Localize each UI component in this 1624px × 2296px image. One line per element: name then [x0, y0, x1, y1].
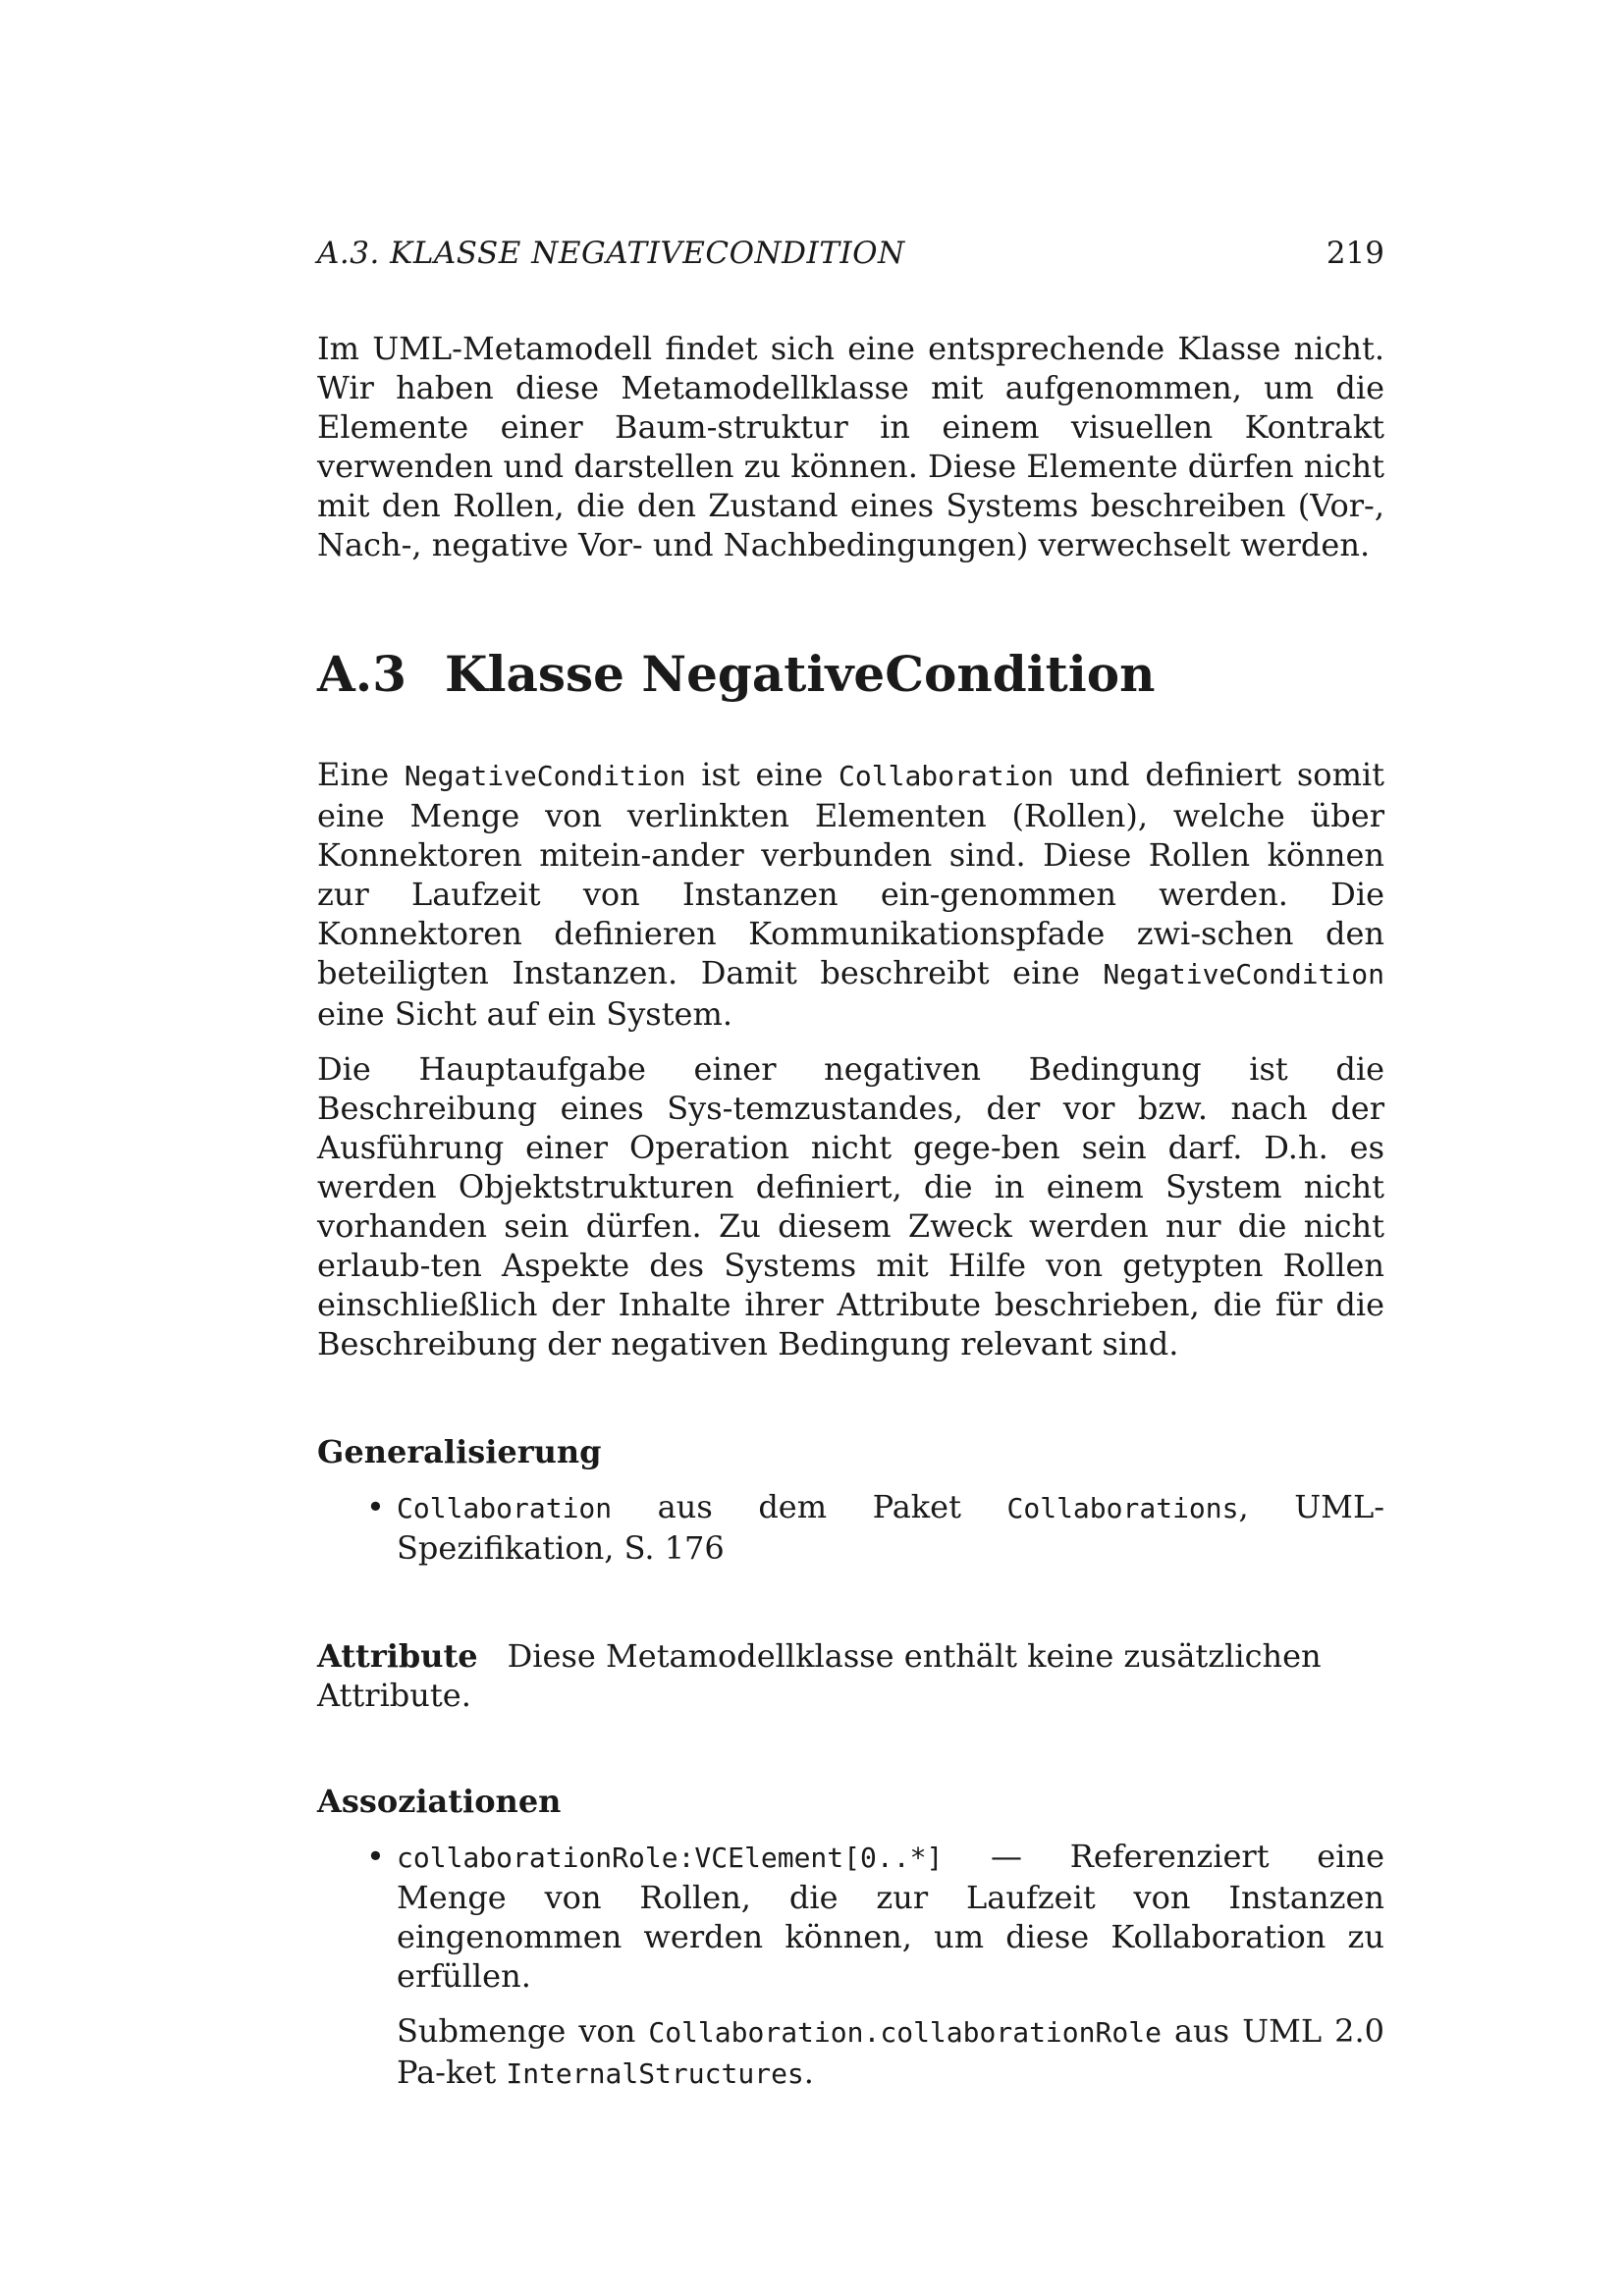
purpose-paragraph: Die Hauptaufgabe einer negativen Bedingung ist die Beschreibung eines Sys-temzustandes, der vor bzw. nach der Ausführung einer Operation nicht gege-ben sein darf. D.h. es werden Objektstrukturen definiert, die in einem System nicht vorhanden sein dürfen. Zu diesem Zweck werden nur die nicht erlaub-ten Aspekte des Systems mit Hilfe von getypten Rollen einschließlich der Inhalte ihrer Attribute beschrieben, die für die Beschreibung der negativen Bedingung relevant sind. — [317, 1050, 1384, 1362]
text-run: , UML-Spezifikation, S. 176 — [397, 1488, 1385, 1567]
section-number: A.3 — [317, 645, 406, 703]
code-collaborations: Collaborations — [1006, 1492, 1239, 1524]
intro-paragraph: Im UML-Metamodell findet sich eine entsprechende Klasse nicht. Wir haben diese Metamodellklasse mit aufgenommen, um die Elemente einer Baum-struktur in einem visuellen Kontrakt verwenden und darstellen zu können. Diese Elemente dürfen nicht mit den Rollen, die den Zustand eines Systems beschreiben (Vor-, Nach-, negative Vor- und Nachbedingungen) verwechselt werden. — [317, 330, 1384, 563]
text-run: Submenge von — [397, 2012, 649, 2050]
text-run: aus dem Paket — [612, 1488, 1007, 1525]
code-collaboration-collaborationrole: Collaboration.collaborationRole — [648, 2016, 1162, 2049]
code-collaboration: Collaboration — [397, 1492, 613, 1524]
text-run: Eine — [317, 756, 405, 793]
definition-paragraph — [317, 755, 1384, 1034]
text-run: . — [803, 2054, 814, 2091]
section-title: Klasse NegativeCondition — [445, 645, 1156, 703]
text-run: — Referenziert eine Menge von Rollen, die zur Laufzeit von Instanzen eingenommen werden können, um diese Kollaboration zu erfüllen. — [397, 1838, 1384, 1995]
subset-paragraph — [317, 2011, 1384, 2094]
attributes-heading: Attribute — [317, 1637, 478, 1675]
running-title: A.3. KLASSE NEGATIVECONDITION — [317, 236, 905, 271]
list-item — [317, 1487, 1384, 1568]
text-run: aus UML 2.0 Pa-ket — [397, 2012, 1385, 2091]
code-collaboration: Collaboration — [839, 760, 1055, 792]
text-run: eine Sicht auf ein System. — [317, 995, 732, 1033]
running-header — [317, 236, 1384, 285]
attributes-text: Diese Metamodellklasse enthält keine zusätzlichen Attribute. — [317, 1637, 1322, 1714]
attributes-section — [317, 1636, 1384, 1715]
list-item — [317, 1837, 1384, 1996]
bullet-icon: • — [366, 1488, 385, 1525]
associations-heading: Assoziationen — [317, 1783, 562, 1820]
generalization-heading: Generalisierung — [317, 1433, 602, 1470]
generalization-list — [317, 1487, 1384, 1568]
section-heading — [317, 645, 1384, 704]
bullet-icon: • — [366, 1838, 385, 1875]
code-collaboration-role: collaborationRole:VCElement[0..*] — [397, 1842, 944, 1874]
text-run: und definiert somit eine Menge von verlinkten Elementen (Rollen), welche über Konnektoren mitein-ander verbunden sind. Diese Rollen können zur Laufzeit von Instanzen ein-genommen werden. Die Konnektoren definieren Kommunikationspfade zwi-schen den beteiligten Instanzen. Damit beschreibt eine — [317, 756, 1384, 991]
page — [317, 236, 1384, 2094]
page-number: 219 — [1326, 236, 1384, 271]
associations-list — [317, 1837, 1384, 1996]
code-internalstructures: InternalStructures — [506, 2057, 804, 2090]
text-run: ist eine — [685, 756, 839, 793]
code-negativecondition: NegativeCondition — [404, 760, 686, 792]
code-negativecondition: NegativeCondition — [1103, 958, 1384, 990]
